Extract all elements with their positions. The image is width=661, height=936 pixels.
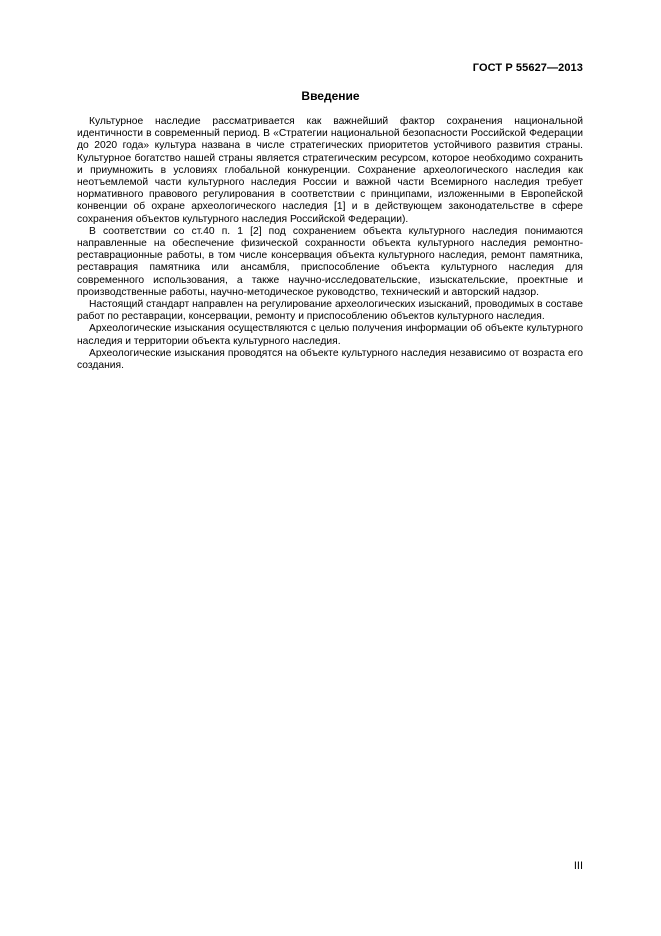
paragraph: В соответствии со ст.40 п. 1 [2] под сохранением объекта культурного наследия понимаются направленные на обеспечение физической сохранности объекта культурного наследия ремонтно-реставрационные работы, в том числе консервация объекта культурного наследия, ремонт памятника, реставрация памятника или ансамбля, приспособление объекта культурного наследия для современного использования, а также научно-исследовательские, изыскательские, проектные и производственные работы, научно-методическое руководство, технический и авторский надзор. bbox=[77, 225, 583, 298]
paragraph: Настоящий стандарт направлен на регулирование археологических изысканий, проводимых в составе работ по реставрации, консервации, ремонту и приспособлению объектов культурного наследия. bbox=[77, 299, 583, 323]
section-title: Введение bbox=[301, 89, 360, 103]
paragraph: Культурное наследие рассматривается как важнейший фактор сохранения национальной идентичности в современный период. В «Стратегии национальной безопасности Российской Федерации до 2020 года» культура названа в числе стратегических приоритетов устойчивого развития страны. Культурное богатство нашей страны является стратегическим ресурсом, которое необходимо сохранить и приумножить в условиях глобальной конкуренции. Сохранение археологического наследия как неотъемлемой части культурного наследия России и важной части Всемирного наследия требует нормативного правового регулирования в соответствии с принципами, изложенными в Европейской конвенции об охране археологического наследия [1] и в действующем законодательстве в сфере сохранения объектов культурного наследия Российской Федерации). bbox=[77, 116, 583, 225]
document-standard-number: ГОСТ Р 55627—2013 bbox=[472, 62, 583, 74]
page-number: III bbox=[573, 860, 583, 872]
paragraph: Археологические изыскания проводятся на объекте культурного наследия независимо от возраста его создания. bbox=[77, 347, 583, 372]
section-body bbox=[77, 116, 583, 372]
paragraph: Археологические изыскания осуществляются с целью получения информации об объекте культурного наследия и территории объекта культурного наследия. bbox=[77, 323, 583, 347]
